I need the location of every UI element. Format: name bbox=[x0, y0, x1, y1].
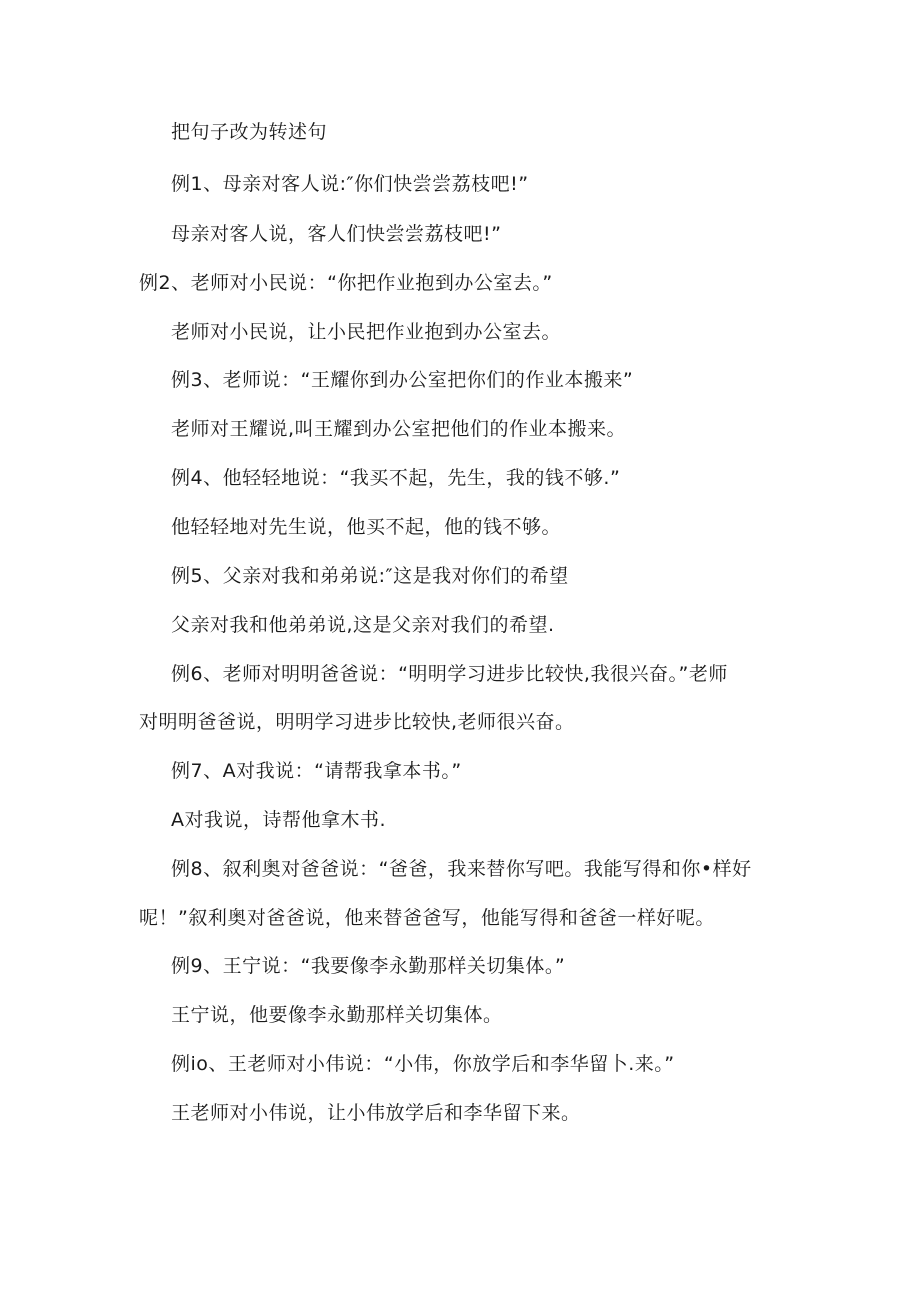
example-10-direct: 例io、王老师对小伟说：“小伟，你放学后和李华留卜.来。” bbox=[171, 1053, 675, 1075]
example-9-indirect: 王宁说，他要像李永勤那样关切集体。 bbox=[171, 1004, 503, 1026]
document-title: 把句子改为转述句 bbox=[171, 121, 328, 143]
example-3-indirect: 老师对王耀说,叫王耀到办公室把他们的作业本搬来。 bbox=[171, 418, 627, 440]
example-4-indirect: 他轻轻地对先生说，他买不起，他的钱不够。 bbox=[171, 516, 562, 538]
example-9-direct: 例9、王宁说：“我要像李永勤那样关切集体。” bbox=[171, 955, 566, 977]
example-3-direct: 例3、老师说：“王耀你到办公室把你们的作业本搬来” bbox=[171, 369, 634, 391]
example-5-indirect: 父亲对我和他弟弟说,这是父亲对我们的希望. bbox=[171, 614, 555, 636]
example-1-direct: 例1、母亲对客人说:″你们快尝尝荔枝吧!” bbox=[171, 173, 529, 195]
example-7-indirect: A对我说，诗帮他拿木书. bbox=[171, 809, 387, 831]
example-5-direct: 例5、父亲对我和弟弟说:″这是我对你们的希望 bbox=[171, 565, 569, 587]
example-6-line-2: 对明明爸爸说，明明学习进步比较快,老师很兴奋。 bbox=[139, 711, 575, 733]
example-8-line-1: 例8、叙利奥对爸爸说：“爸爸，我来替你写吧。我能写得和你•样好 bbox=[171, 858, 752, 880]
example-2-direct: 例2、老师对小民说：“你把作业抱到办公室去。” bbox=[139, 272, 553, 294]
example-4-direct: 例4、他轻轻地说：“我买不起，先生，我的钱不够.” bbox=[171, 467, 621, 489]
example-10-indirect: 王老师对小伟说，让小伟放学后和李华留下来。 bbox=[171, 1102, 581, 1124]
example-1-indirect: 母亲对客人说，客人们快尝尝荔枝吧!” bbox=[171, 223, 502, 245]
example-7-direct: 例7、A对我说：“请帮我拿本书。” bbox=[171, 760, 462, 782]
example-2-indirect: 老师对小民说，让小民把作业抱到办公室去。 bbox=[171, 321, 562, 343]
example-8-line-2: 呢！”叙利奥对爸爸说，他来替爸爸写，他能写得和爸爸一样好呢。 bbox=[139, 907, 715, 929]
example-6-line-1: 例6、老师对明明爸爸说：“明明学习进步比较快,我很兴奋。”老师 bbox=[171, 663, 728, 685]
